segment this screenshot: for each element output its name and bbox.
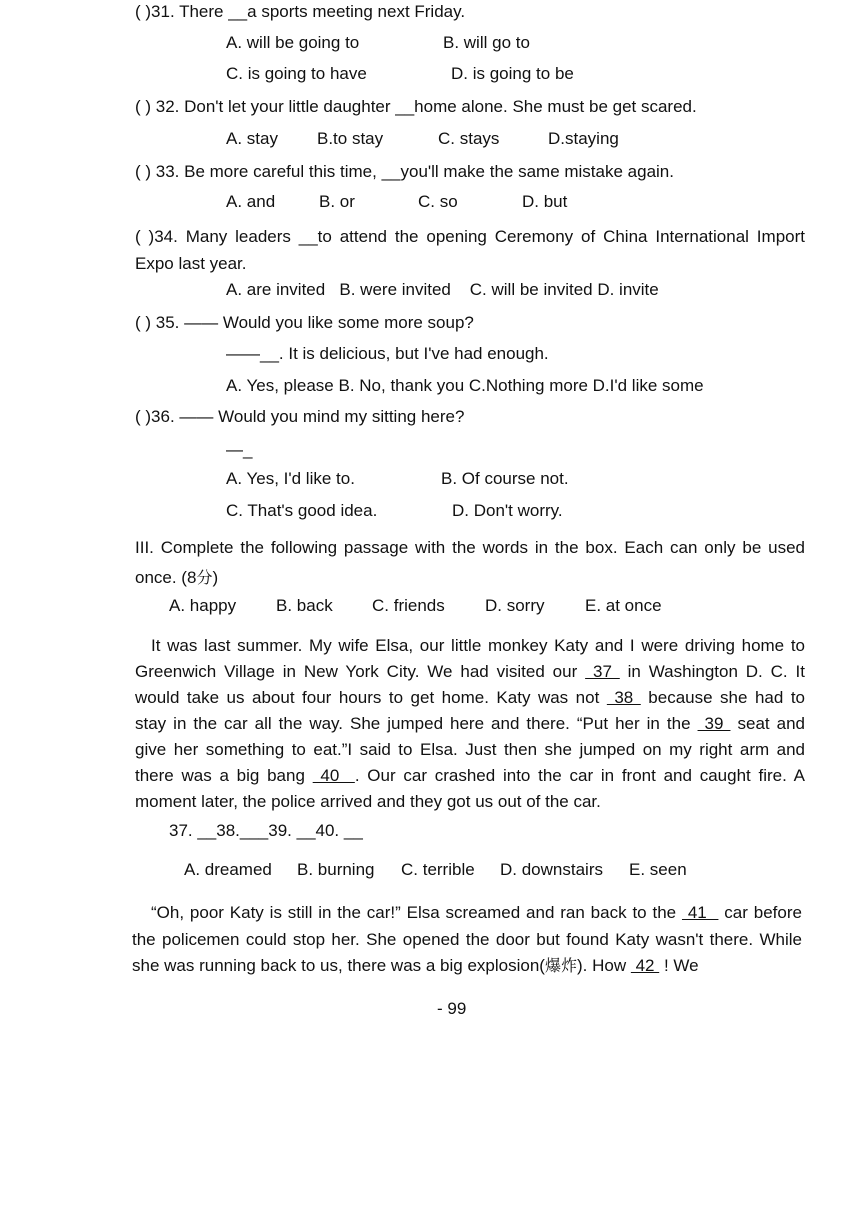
q36-reply: —_ [226,440,253,459]
blank-40: 40 [312,766,355,785]
box1-word-a: A. happy [169,596,237,615]
box2-word-c: C. terrible [401,860,475,879]
passage2-text: she was running back to us, there was a big explosion( [132,956,545,975]
section3-instruction-line2 [135,567,218,589]
box1-word-d: D. sorry [485,596,545,615]
q31-option-a: A. will be going to [226,33,360,52]
q35-reply: ——__. It is delicious, but I've had enough. [226,344,549,363]
q32-option-c: C. stays [438,129,500,148]
q31-option-d: D. is going to be [451,64,574,83]
instruction-text: once. (8 [135,568,197,587]
answer-line: 37. __38.___39. __40. __ [169,821,363,840]
q33-option-c: C. so [418,192,458,211]
passage1-line3 [135,687,805,709]
box1-word-b: B. back [276,596,333,615]
q31-option-c: C. is going to have [226,64,367,83]
q31-option-b: B. will go to [443,33,530,52]
q33-option-d: D. but [522,192,568,211]
box2-word-b: B. burning [297,860,375,879]
q34-stem-line2: Expo last year. [135,254,247,273]
passage2-line1 [151,902,802,924]
passage2-text: ). How [576,956,627,975]
blank-37: 37 [585,662,620,681]
passage2-line3 [132,955,699,977]
passage2-text: car before [724,903,802,922]
passage1-text: in Washington D. C. It [627,662,805,681]
passage1-text: would take us about four hours to get home. Katy was not [135,688,600,707]
passage1-line7: moment later, the police arrived and they got us out of the car. [135,792,601,811]
q32-option-a: A. stay [226,129,278,148]
q34-options: A. are invited B. were invited C. will be invited D. invite [226,280,659,299]
q36-option-c: C. That's good idea. [226,501,378,520]
q32-option-d: D.staying [548,129,619,148]
q32-option-b: B.to stay [317,129,384,148]
passage1-text: there was a big bang [135,766,305,785]
q35-options: A. Yes, please B. No, thank you C.Nothing more D.I'd like some [226,376,704,395]
q36-option-d: D. Don't worry. [452,501,563,520]
box1-word-c: C. friends [372,596,445,615]
blank-41: 41 [681,903,719,922]
passage1-line4 [135,713,805,735]
blank-39: 39 [697,714,731,733]
box2-word-e: E. seen [629,860,687,879]
q33-stem: ( ) 33. Be more careful this time, __you'll make the same mistake again. [135,162,674,181]
box1-word-e: E. at once [585,596,662,615]
q36-option-a: A. Yes, I'd like to. [226,469,355,488]
passage1-text: Greenwich Village in New York City. We had visited our [135,662,578,681]
box2-word-a: A. dreamed [184,860,272,879]
instruction-text-end: ) [212,568,219,587]
passage1-text: stay in the car all the way. She jumped here and there. “Put her in the [135,714,691,733]
box2-word-d: D. downstairs [500,860,603,879]
passage1-line2 [135,661,805,683]
section3-instruction-line1: III. Complete the following passage with the words in the box. Each can only be used [135,538,805,557]
q35-stem: ( ) 35. —— Would you like some more soup? [135,313,474,332]
instruction-cjk: 分 [196,568,213,587]
blank-38: 38 [606,688,641,707]
q31-stem: ( )31. There __a sports meeting next Friday. [135,2,466,21]
passage1-text: seat and [737,714,805,733]
blank-42: 42 [630,956,660,975]
passage1-line1: It was last summer. My wife Elsa, our little monkey Katy and I were driving home to [151,636,805,655]
q33-option-b: B. or [319,192,355,211]
passage2-cjk: 爆炸 [544,956,577,975]
passage1-line6 [135,765,805,787]
q36-stem: ( )36. —— Would you mind my sitting here? [135,407,465,426]
page-number: - 99 [437,999,467,1018]
q32-stem: ( ) 32. Don't let your little daughter __home alone. She must be get scared. [135,97,697,116]
passage1-text: because she had to [648,688,806,707]
passage2-text: “Oh, poor Katy is still in the car!” Elsa screamed and ran back to the [151,903,677,922]
passage2-line2: the policemen could stop her. She opened the door but found Katy wasn't there. While [132,930,802,949]
q33-option-a: A. and [226,192,276,211]
q36-option-b: B. Of course not. [441,469,569,488]
q34-stem-line1: ( )34. Many leaders __to attend the opening Ceremony of China International Import [135,227,805,246]
passage2-text: ! We [663,956,699,975]
passage1-line5: give her something to eat.”I said to Elsa. Just then she jumped on my right arm and [135,740,805,759]
passage1-text: . Our car crashed into the car in front and caught fire. A [354,766,805,785]
